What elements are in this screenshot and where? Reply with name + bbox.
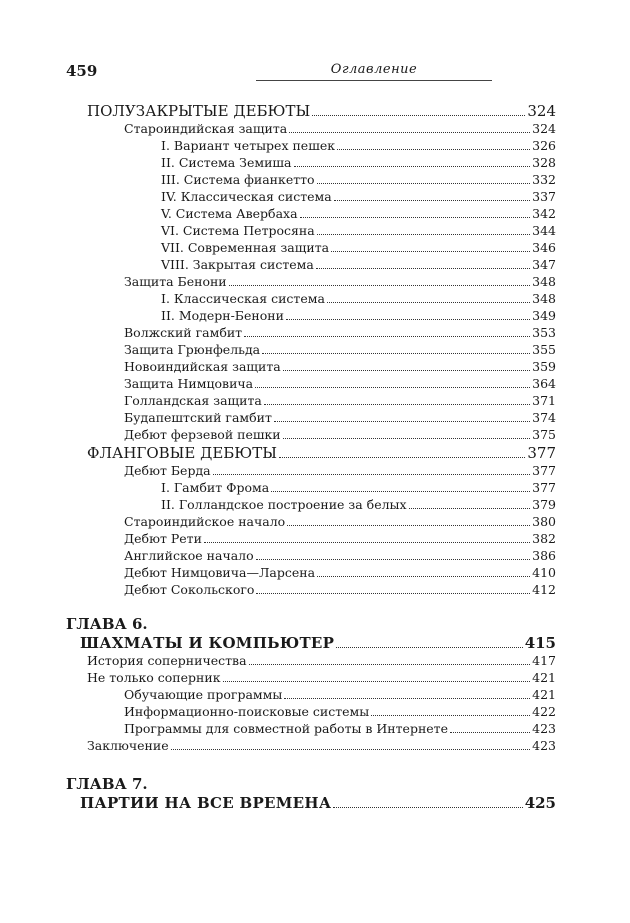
toc-subentry[interactable]: II. Система Земиша 328	[161, 155, 556, 170]
toc-entry[interactable]: История соперничества 417	[87, 653, 556, 668]
toc-subentry[interactable]: IV. Классическая система 337	[161, 189, 556, 204]
toc-entry[interactable]: Дебют Сокольского 412	[124, 582, 556, 597]
toc-entry[interactable]: Защита Нимцовича 364	[124, 376, 556, 391]
toc-entry[interactable]: Дебют ферзевой пешки 375	[124, 427, 556, 442]
toc-entry[interactable]: Дебют Рети 382	[124, 531, 556, 546]
toc-subentry[interactable]: V. Система Авербаха 342	[161, 206, 556, 221]
toc-entry[interactable]: Староиндийское начало 380	[124, 514, 556, 529]
chapter-6-label: ГЛАВА 6.	[66, 615, 148, 633]
toc-entry[interactable]: Дебют Нимцовича—Ларсена 410	[124, 565, 556, 580]
toc-subentry[interactable]: VII. Современная защита 346	[161, 240, 556, 255]
running-title: Оглавление	[256, 62, 492, 81]
toc-entry[interactable]: Голландская защита 371	[124, 393, 556, 408]
toc-chapter-7[interactable]: ПАРТИИ НА ВСЕ ВРЕМЕНА 425	[80, 794, 556, 812]
toc-subentry[interactable]: VIII. Закрытая система 347	[161, 257, 556, 272]
toc-subentry[interactable]: VI. Система Петросяна 344	[161, 223, 556, 238]
toc-entry[interactable]: Не только соперник 421	[87, 670, 556, 685]
toc-entry[interactable]: Защита Грюнфельда 355	[124, 342, 556, 357]
toc-chapter-6[interactable]: ШАХМАТЫ И КОМПЬЮТЕР 415	[80, 634, 556, 652]
toc-entry[interactable]: Староиндийская защита 324	[124, 121, 556, 136]
toc-subentry[interactable]: II. Голландское построение за белых 379	[161, 497, 556, 512]
page-header	[66, 62, 566, 82]
toc-subentry[interactable]: I. Вариант четырех пешек 326	[161, 138, 556, 153]
toc-entry[interactable]: Дебют Берда 377	[124, 463, 556, 478]
toc-subentry[interactable]: II. Модерн-Бенони 349	[161, 308, 556, 323]
toc-entry[interactable]: Английское начало 386	[124, 548, 556, 563]
toc-subentry[interactable]: Программы для совместной работы в Интернете 423	[124, 721, 556, 736]
toc-subentry[interactable]: Обучающие программы 421	[124, 687, 556, 702]
toc-section-flank[interactable]: ФЛАНГОВЫЕ ДЕБЮТЫ 377	[87, 444, 556, 462]
chapter-7-label: ГЛАВА 7.	[66, 775, 148, 793]
toc-section-semi-closed[interactable]: ПОЛУЗАКРЫТЫЕ ДЕБЮТЫ 324	[87, 102, 556, 120]
toc-entry[interactable]: Будапештский гамбит 374	[124, 410, 556, 425]
toc-entry[interactable]: Защита Бенони 348	[124, 274, 556, 289]
toc-entry[interactable]: Волжский гамбит 353	[124, 325, 556, 340]
toc-subentry[interactable]: III. Система фианкетто 332	[161, 172, 556, 187]
toc-subentry[interactable]: Информационно-поисковые системы 422	[124, 704, 556, 719]
toc-entry[interactable]: Новоиндийская защита 359	[124, 359, 556, 374]
table-of-contents	[66, 102, 556, 813]
toc-subentry[interactable]: I. Классическая система 348	[161, 291, 556, 306]
toc-subentry[interactable]: I. Гамбит Фрома 377	[161, 480, 556, 495]
page-number: 459	[66, 62, 98, 80]
toc-entry[interactable]: Заключение 423	[87, 738, 556, 753]
